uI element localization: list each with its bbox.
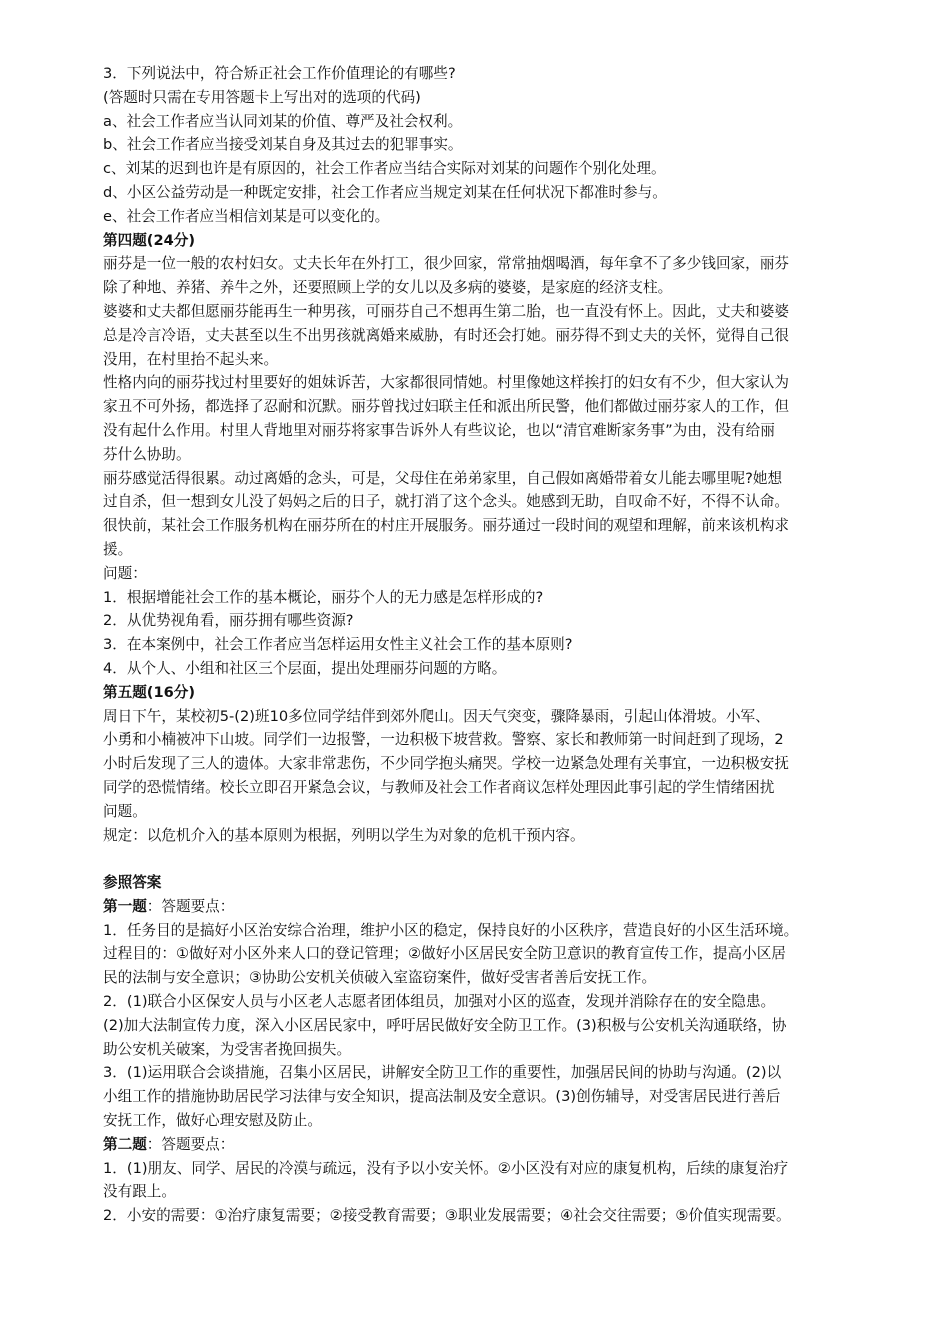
s4-para2-line2: 总是冷言冷语，丈夫甚至以生不出男孩就离婚来威胁，有时还会打她。丽芬得不到丈夫的关怀，觉得自己很 bbox=[103, 326, 789, 344]
s4-para3-line4: 芬什么协助。 bbox=[103, 445, 191, 463]
answer-2-line: 2．小安的需要：①治疗康复需要；②接受教育需要；③职业发展需要；④社会交往需要；⑤价值实现需要。 bbox=[103, 1207, 791, 1225]
s4-para2-line3: 没用，在村里抬不起头来。 bbox=[103, 350, 279, 368]
s4-para3-line3: 没有起什么作用。村里人背地里对丽芬将家事告诉外人有些议论，也以“清官难断家务事”为由，没有给丽 bbox=[103, 421, 775, 439]
s4-question-3: 3．在本案例中，社会工作者应当怎样运用女性主义社会工作的基本原则? bbox=[103, 636, 573, 654]
answer-1-line: 过程目的：①做好对小区外来人口的登记管理；②做好小区居民安全防卫意识的教育宣传工作，提高小区居 bbox=[103, 945, 786, 963]
q3-option-c: c、刘某的迟到也许是有原因的，社会工作者应当结合实际对刘某的问题作个别化处理。 bbox=[103, 160, 666, 178]
answer-1-line: 安抚工作，做好心理安慰及防止。 bbox=[103, 1112, 322, 1130]
answer-2-suffix: ：答题要点： bbox=[146, 1135, 235, 1153]
answer-1-line: 助公安机关破案，为受害者挽回损失。 bbox=[103, 1040, 352, 1058]
q3-option-d: d、小区公益劳动是一种既定安排，社会工作者应当规定刘某在任何状况下都准时参与。 bbox=[103, 183, 667, 201]
s4-question-4: 4．从个人、小组和社区三个层面，提出处理丽芬问题的方略。 bbox=[103, 659, 507, 677]
s4-questions-label: 问题： bbox=[103, 564, 147, 582]
q3-option-e: e、社会工作者应当相信刘某是可以变化的。 bbox=[103, 207, 390, 225]
answer-1-line: 小组工作的措施协助居民学习法律与安全知识，提高法制及安全意识。(3)创伤辅导，对受害居民进行善后 bbox=[103, 1088, 781, 1106]
q3-note: (答题时只需在专用答题卡上写出对的选项的代码) bbox=[103, 88, 421, 106]
q3-title: 3．下列说法中，符合矫正社会工作价值理论的有哪些? bbox=[103, 65, 456, 82]
answer-1-label: 第一题 bbox=[103, 897, 147, 915]
s4-para4-line2: 过自杀，但一想到女儿没了妈妈之后的日子，就打消了这个念头。她感到无助，自叹命不好，不得不认命。 bbox=[103, 493, 789, 511]
answer-1-line: 3．(1)运用联合会谈措施，召集小区居民，讲解安全防卫工作的重要性，加强居民间的协助与沟通。(2)以 bbox=[103, 1064, 782, 1082]
s4-para5-line1: 很快前，某社会工作服务机构在丽芬所在的村庄开展服务。丽芬通过一段时间的观望和理解，前来该机构求 bbox=[103, 517, 789, 535]
answers-heading: 参照答案 bbox=[103, 874, 162, 892]
q3-option-b: b、社会工作者应当接受刘某自身及其过去的犯罪事实。 bbox=[103, 136, 463, 154]
s4-para2-line1: 婆婆和丈夫都但愿丽芬能再生一种男孩，可丽芬自己不想再生第二胎，也一直没有怀上。因此，丈夫和婆婆 bbox=[103, 302, 789, 320]
answer-1-line: 民的法制与安全意识；③协助公安机关侦破入室盗窃案件，做好受害者善后安抚工作。 bbox=[103, 969, 657, 987]
section-5-heading: 第五题(16分) bbox=[103, 683, 196, 701]
document-page bbox=[103, 62, 903, 1228]
blank-line bbox=[103, 847, 903, 871]
answer-1-line: (2)加大法制宣传力度，深入小区居民家中，呼吁居民做好安全防卫工作。(3)积极与公安机关沟通联络，协 bbox=[103, 1016, 787, 1034]
s4-question-1: 1．根据增能社会工作的基本概论，丽芬个人的无力感是怎样形成的? bbox=[103, 588, 544, 606]
s4-para4-line1: 丽芬感觉活得很累。动过离婚的念头，可是，父母住在弟弟家里，自己假如离婚带着女儿能去哪里呢?她想 bbox=[103, 469, 783, 487]
answer-1-line: 1．任务目的是搞好小区治安综合治理，维护小区的稳定，保持良好的小区秩序，营造良好的小区生活环境。 bbox=[103, 921, 799, 939]
section-4-heading: 第四题(24分) bbox=[103, 231, 196, 249]
q3-option-a: a、社会工作者应当认同刘某的价值、尊严及社会权利。 bbox=[103, 112, 463, 130]
answer-1-suffix: ：答题要点： bbox=[146, 897, 235, 915]
s4-para5-line2: 援。 bbox=[103, 540, 133, 558]
s5-line2: 小勇和小楠被冲下山坡。同学们一边报警，一边积极下坡营救。警察、家长和教师第一时间赶到了现场，2 bbox=[103, 731, 784, 749]
s4-para3-line1: 性格内向的丽芬找过村里要好的姐妹诉苦，大家都很同情她。村里像她这样挨打的妇女有不少，但大家认为 bbox=[103, 374, 789, 392]
s5-line3: 小时后发现了三人的遗体。大家非常悲伤，不少同学抱头痛哭。学校一边紧急处理有关事宜，一边积极安抚 bbox=[103, 755, 789, 773]
answer-1-line: 2．(1)联合小区保安人员与小区老人志愿者团体组员，加强对小区的巡查，发现并消除存在的安全隐患。 bbox=[103, 993, 776, 1011]
answer-2-heading bbox=[103, 1133, 903, 1157]
s4-para1-line2: 除了种地、养猪、养牛之外，还要照顾上学的女儿以及多病的婆婆，是家庭的经济支柱。 bbox=[103, 279, 673, 297]
answer-1-heading bbox=[103, 895, 903, 919]
answer-2-line: 没有跟上。 bbox=[103, 1183, 176, 1201]
s5-line1: 周日下午，某校初5-(2)班10多位同学结伴到郊外爬山。因天气突变，骤降暴雨，引起山体滑坡。小军、 bbox=[103, 707, 770, 725]
s5-line5: 问题。 bbox=[103, 802, 147, 820]
s4-para1-line1: 丽芬是一位一般的农村妇女。丈夫长年在外打工，很少回家，常常抽烟喝酒，每年拿不了多少钱回家，丽芬 bbox=[103, 255, 789, 273]
s5-line4: 同学的恐慌情绪。校长立即召开紧急会议，与教师及社会工作者商议怎样处理因此事引起的学生情绪困扰 bbox=[103, 778, 775, 796]
s4-para3-line2: 家丑不可外扬，都选择了忍耐和沉默。丽芬曾找过妇联主任和派出所民警，他们都做过丽芬家人的工作，但 bbox=[103, 398, 789, 416]
answer-2-label: 第二题 bbox=[103, 1135, 147, 1153]
answer-2-line: 1．(1)朋友、同学、居民的冷漠与疏远，没有予以小安关怀。②小区没有对应的康复机构，后续的康复治疗 bbox=[103, 1159, 789, 1177]
s4-question-2: 2．从优势视角看，丽芬拥有哪些资源? bbox=[103, 612, 354, 630]
s5-requirement: 规定：以危机介入的基本原则为根据，列明以学生为对象的危机干预内容。 bbox=[103, 826, 585, 844]
